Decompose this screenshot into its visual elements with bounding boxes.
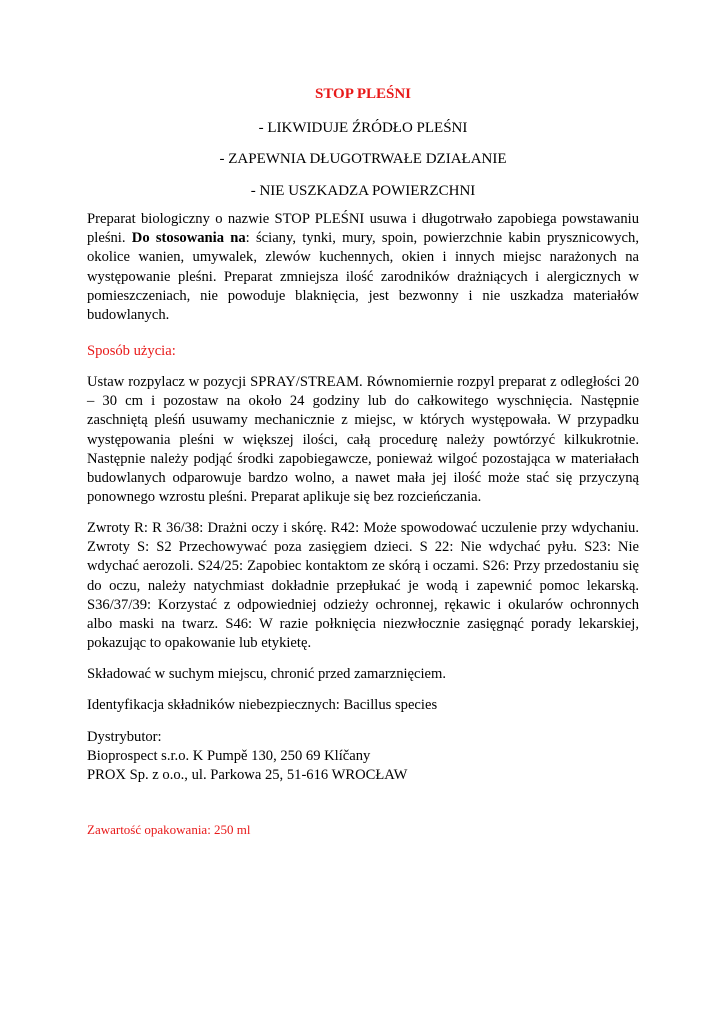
intro-paragraph [87, 210, 639, 325]
distributor-heading: Dystrybutor: [87, 729, 162, 745]
distributor-line-1: Bioprospect s.r.o. K Pumpě 130, 250 69 Klíčany [87, 748, 371, 765]
distributor-line-2: PROX Sp. z o.o., ul. Parkowa 25, 51-616 WROCŁAW [87, 767, 408, 784]
claim-1: - LIKWIDUJE ŹRÓDŁO PLEŚNI [258, 120, 468, 136]
document-title: STOP PLEŚNI [314, 86, 411, 102]
intro-bold-label: Do stosowania na [131, 230, 246, 247]
usage-heading: Sposób użycia: [87, 343, 176, 359]
storage-paragraph: Składować w suchym miejscu, chronić przed zamarznięciem. [87, 666, 447, 682]
usage-paragraph: Ustaw rozpylacz w pozycji SPRAY/STREAM. Równomiernie rozpyl preparat z odległości 20 – 30 cm i pozostaw na około 24 godziny lub do całkowitego wyschnięcia. Następnie zaschniętą pleśń usuwamy mechanicznie z miejsc, w których występowała. W przypadku występowania pleśni w większej ilości, całą procedurę należy powtórzyć kilkukrotnie. Następnie należy podjąć środki zapobiegawcze, ponieważ wilgoć pozostająca w materiałach budowlanych odparowuje bardzo wolno, a nawet mała jej ilość może stać się przyczyną ponownego wzrostu pleśni. Preparat aplikuje się bez rozcieńczania. [87, 374, 639, 506]
claim-2: - ZAPEWNIA DŁUGOTRWAŁE DZIAŁANIE [219, 151, 507, 167]
package-contents: Zawartość opakowania: 250 ml [87, 822, 251, 837]
intro-text-2: : ściany, tynki, mury, spoin, powierzchnie kabin prysznicowych, okolice wanien, umywalek, zlewów kuchennych, okien i innych miejsc narażonych na występowanie pleśni. Preparat zmniejsza ilość zarodników drażniących i alergicznych w pomieszczeniach, nie powoduje blaknięcia, jest bezwonny i nie uszkadza materiałów budowlanych. [87, 230, 639, 324]
hazard-paragraph: Identyfikacja składników niebezpiecznych: Bacillus species [87, 697, 438, 713]
intro-text-1: Preparat biologiczny o nazwie STOP PLEŚNI usuwa i długotrwało zapobiega powstawaniu pleśni. [87, 211, 639, 247]
safety-paragraph: Zwroty R: R 36/38: Drażni oczy i skórę. R42: Może spowodować uczulenie przy wdychaniu. Zwroty S: S2 Przechowywać poza zasięgiem dzieci. S 22: Nie wdychać pyłu. S23: Nie wdychać aerozoli. S24/25: Zapobiec kontaktom ze skórą i oczami. S26: Przy przedostaniu się do oczu, należy natychmiast dokładnie przepłukać je wodą i zapewnić pomoc lekarską. S36/37/39: Korzystać z odpowiedniej odzieży ochronnej, rękawic i okularów ochronnych albo maski na twarz. S46: W razie połknięcia niezwłocznie zasięgnąć porady lekarskiej, pokazując to opakowanie lub etykietę. [87, 520, 639, 652]
claim-3: - NIE USZKADZA POWIERZCHNI [250, 183, 476, 199]
distributor-block [87, 728, 639, 786]
